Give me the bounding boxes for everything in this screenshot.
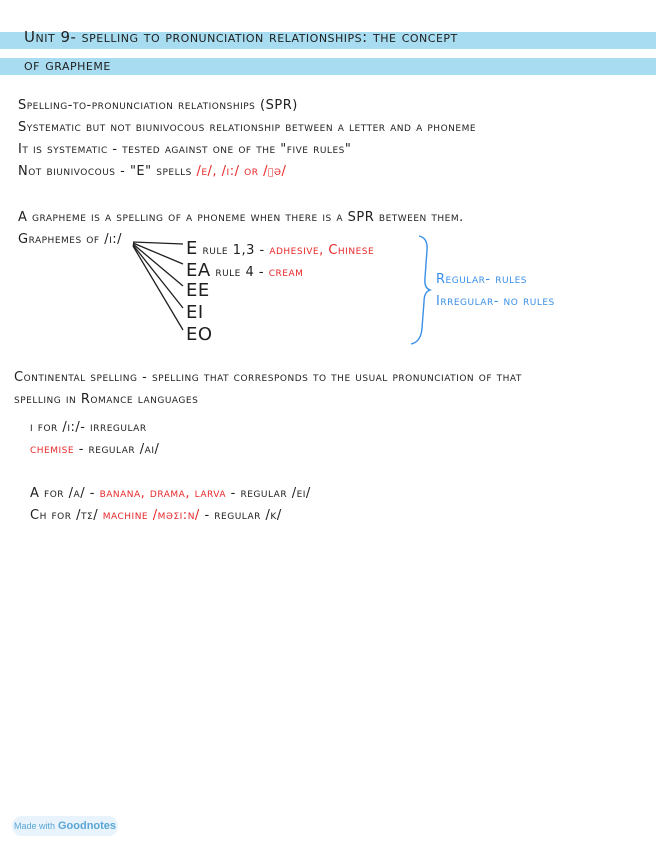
- badge-prefix: Made with: [13, 821, 55, 831]
- note-line-2: Systematic but not biunivocous relationship between a letter and a phoneme: [18, 120, 477, 135]
- continental-line-2: spelling in Romance languages: [14, 392, 199, 407]
- branch-ea-grapheme: EA: [186, 260, 211, 281]
- branch-e: [186, 238, 374, 259]
- example-4-prefix: Ch for /tʃ/: [30, 508, 99, 523]
- branch-line-ee: [133, 244, 183, 286]
- continental-example-1: i for /i:/- irregular: [30, 420, 147, 435]
- branch-lines: [133, 242, 183, 330]
- note-line-4-phonemes: /e/, /i:/ or /ɪə/: [196, 164, 287, 179]
- example-3-words: banana, drama, larva: [99, 486, 226, 501]
- branch-ea-rule: rule 4 -: [215, 265, 265, 280]
- page-title-line2: of grapheme: [24, 56, 111, 74]
- branch-ei: EI: [186, 302, 204, 323]
- branch-ee: EE: [186, 280, 210, 301]
- example-4-words: machine /məʃi:n/: [102, 508, 200, 523]
- badge-brand: Goodnotes: [57, 820, 117, 832]
- branch-line-ei: [133, 245, 183, 308]
- grapheme-root-label: Graphemes of /i:/: [18, 232, 122, 247]
- note-line-4-prefix: Not biunivocous - "E" spells: [18, 164, 192, 179]
- brace-note-irregular: Irregular- no rules: [436, 294, 555, 309]
- branch-line-eo: [133, 246, 183, 330]
- grapheme-definition: A grapheme is a spelling of a phoneme when there is a SPR between them.: [18, 210, 464, 225]
- made-with-goodnotes-badge[interactable]: [12, 816, 118, 836]
- continental-example-3: [30, 486, 311, 501]
- branch-eo: EO: [186, 324, 213, 345]
- continental-example-2: [30, 442, 159, 457]
- branch-e-example: adhesive, Chinese: [269, 243, 375, 258]
- branch-line-e: [133, 242, 183, 244]
- example-2-word: chemise: [30, 442, 75, 457]
- example-4-rest: - regular /k/: [204, 508, 282, 523]
- example-3-prefix: A for /a/ -: [30, 486, 95, 501]
- continental-line-1: Continental spelling - spelling that corresponds to the usual pronunciation of that: [14, 370, 522, 385]
- note-line-1: Spelling-to-pronunciation relationships (SPR): [18, 98, 298, 113]
- branch-e-grapheme: E: [186, 238, 198, 259]
- curly-brace: [411, 236, 430, 344]
- branch-ea-example: cream: [268, 265, 304, 280]
- continental-example-4: [30, 508, 282, 523]
- page-title-line1: Unit 9- spelling to pronunciation relationships: the concept: [24, 28, 458, 46]
- branch-ea: [186, 260, 303, 281]
- brace-note-regular: Regular- rules: [436, 272, 527, 287]
- branch-e-rule: rule 1,3 -: [202, 243, 265, 258]
- note-line-3: It is systematic - tested against one of the "five rules": [18, 142, 352, 157]
- example-3-rest: - regular /ei/: [230, 486, 311, 501]
- example-2-rest: - regular /ai/: [74, 442, 160, 457]
